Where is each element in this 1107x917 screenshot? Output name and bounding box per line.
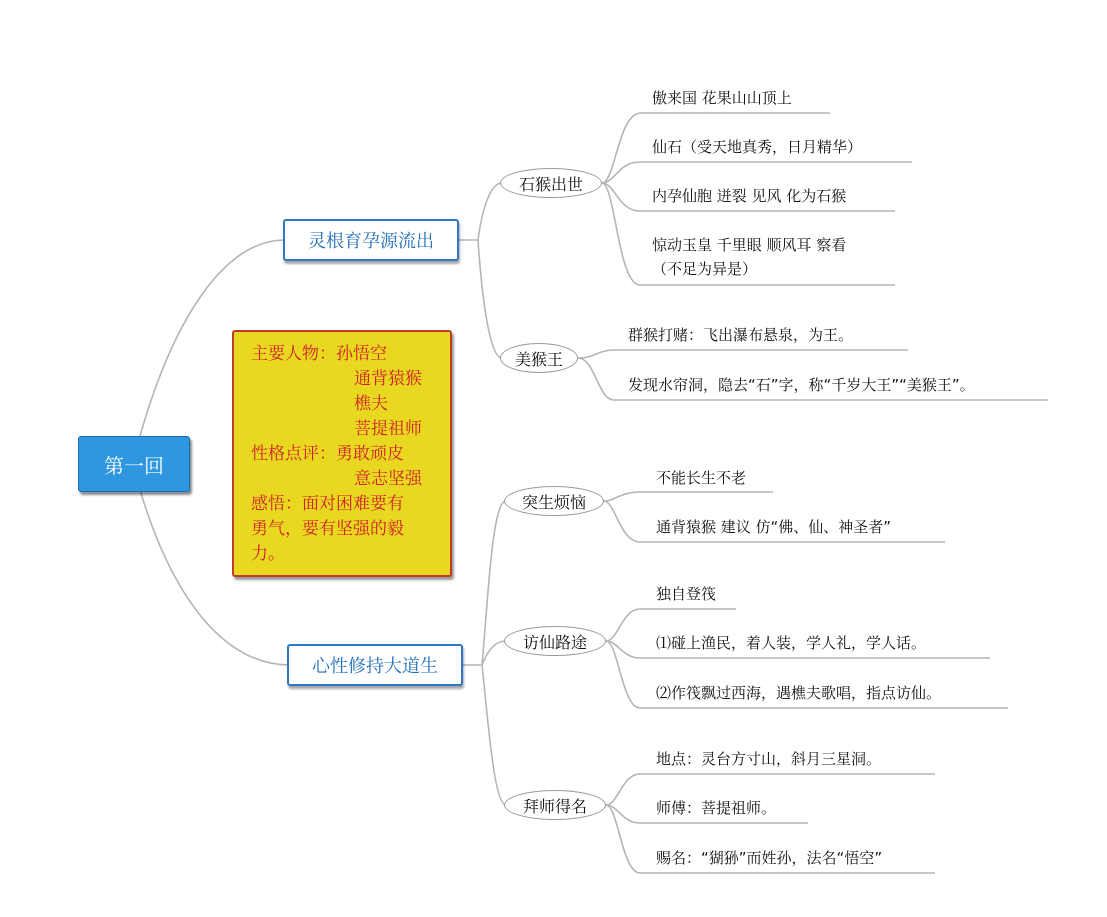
leaf-text: 师傅：菩提祖师。	[656, 799, 777, 817]
topic-node[interactable]	[504, 486, 604, 516]
topic-node[interactable]	[504, 626, 606, 656]
connector-branch2-topic3	[482, 665, 506, 805]
note-line: 性格点评：勇敢顽皮	[251, 444, 404, 464]
leaf-text: ⑵作筏飘过西海，遇樵夫歌唱，指点访仙。	[656, 684, 942, 702]
leaf-text: 通背猿猴 建议 仿“佛、仙、神圣者”	[656, 518, 892, 536]
connector-branch2-topic1	[462, 501, 506, 665]
topic-label: 突生烦恼	[521, 492, 586, 512]
topic-label: 石猴出世	[518, 174, 583, 194]
leaf-text: 不能长生不老	[656, 469, 747, 487]
topic-label: 拜师得名	[522, 796, 587, 816]
note-line: 感悟：面对困难要有	[251, 494, 404, 514]
leaf-text: ⑴碰上渔民，着人装，学人礼，学人话。	[656, 634, 927, 652]
leaf-text: 群猴打赌：飞出瀑布悬泉，为王。	[628, 326, 854, 344]
note-line: 意志坚强	[354, 469, 422, 489]
connector-branch2-topic2	[482, 641, 506, 665]
leaf-text: 地点：灵台方寸山，斜月三星洞。	[656, 750, 882, 768]
leaf-text: 傲来国 花果山山顶上	[652, 89, 792, 107]
leaf-text: 仙石（受天地真秀，日月精华）	[652, 138, 863, 156]
leaf-text: 内孕仙胞 迸裂 见风 化为石猴	[652, 187, 847, 205]
connector-leaf	[604, 492, 773, 501]
connector-leaf	[602, 162, 912, 183]
leaf-text: 发现水帘洞，隐去“石”字，称“千岁大王”“美猴王”。	[628, 376, 975, 394]
note-line: 通背猿猴	[354, 369, 422, 389]
root-label: 第一回	[104, 453, 164, 478]
note-line: 樵夫	[354, 394, 388, 414]
leaf-text: 惊动玉皇 千里眼 顺风耳 察看	[652, 236, 847, 254]
branch-node-2[interactable]	[287, 644, 463, 686]
leaf-text: （不足为异是）	[652, 260, 758, 278]
connector-leaf	[578, 350, 908, 358]
topic-node[interactable]	[500, 343, 578, 373]
leaf-text: 独自登筏	[656, 585, 717, 603]
note-line: 主要人物：孙悟空	[251, 344, 387, 364]
note-box	[232, 330, 452, 577]
note-line: 菩提祖师	[354, 419, 422, 439]
connector-branch1-topic1	[458, 183, 502, 240]
note-line: 力。	[251, 544, 285, 564]
root-node[interactable]	[78, 436, 190, 492]
leaf-text: 赐名：“猢狲”而姓孙，法名“悟空”	[656, 849, 883, 867]
branch-label: 灵根育孕源流出	[308, 231, 434, 252]
branch-node-1[interactable]	[283, 219, 459, 261]
branch-label: 心性修持大道生	[312, 656, 438, 677]
connector-branch1-topic2	[478, 240, 502, 358]
note-line: 勇气，要有坚强的毅	[251, 519, 404, 539]
topic-node[interactable]	[504, 790, 606, 820]
topic-node[interactable]	[500, 168, 602, 198]
topic-label: 美猴王	[514, 349, 563, 369]
topic-label: 访仙路途	[522, 632, 587, 652]
